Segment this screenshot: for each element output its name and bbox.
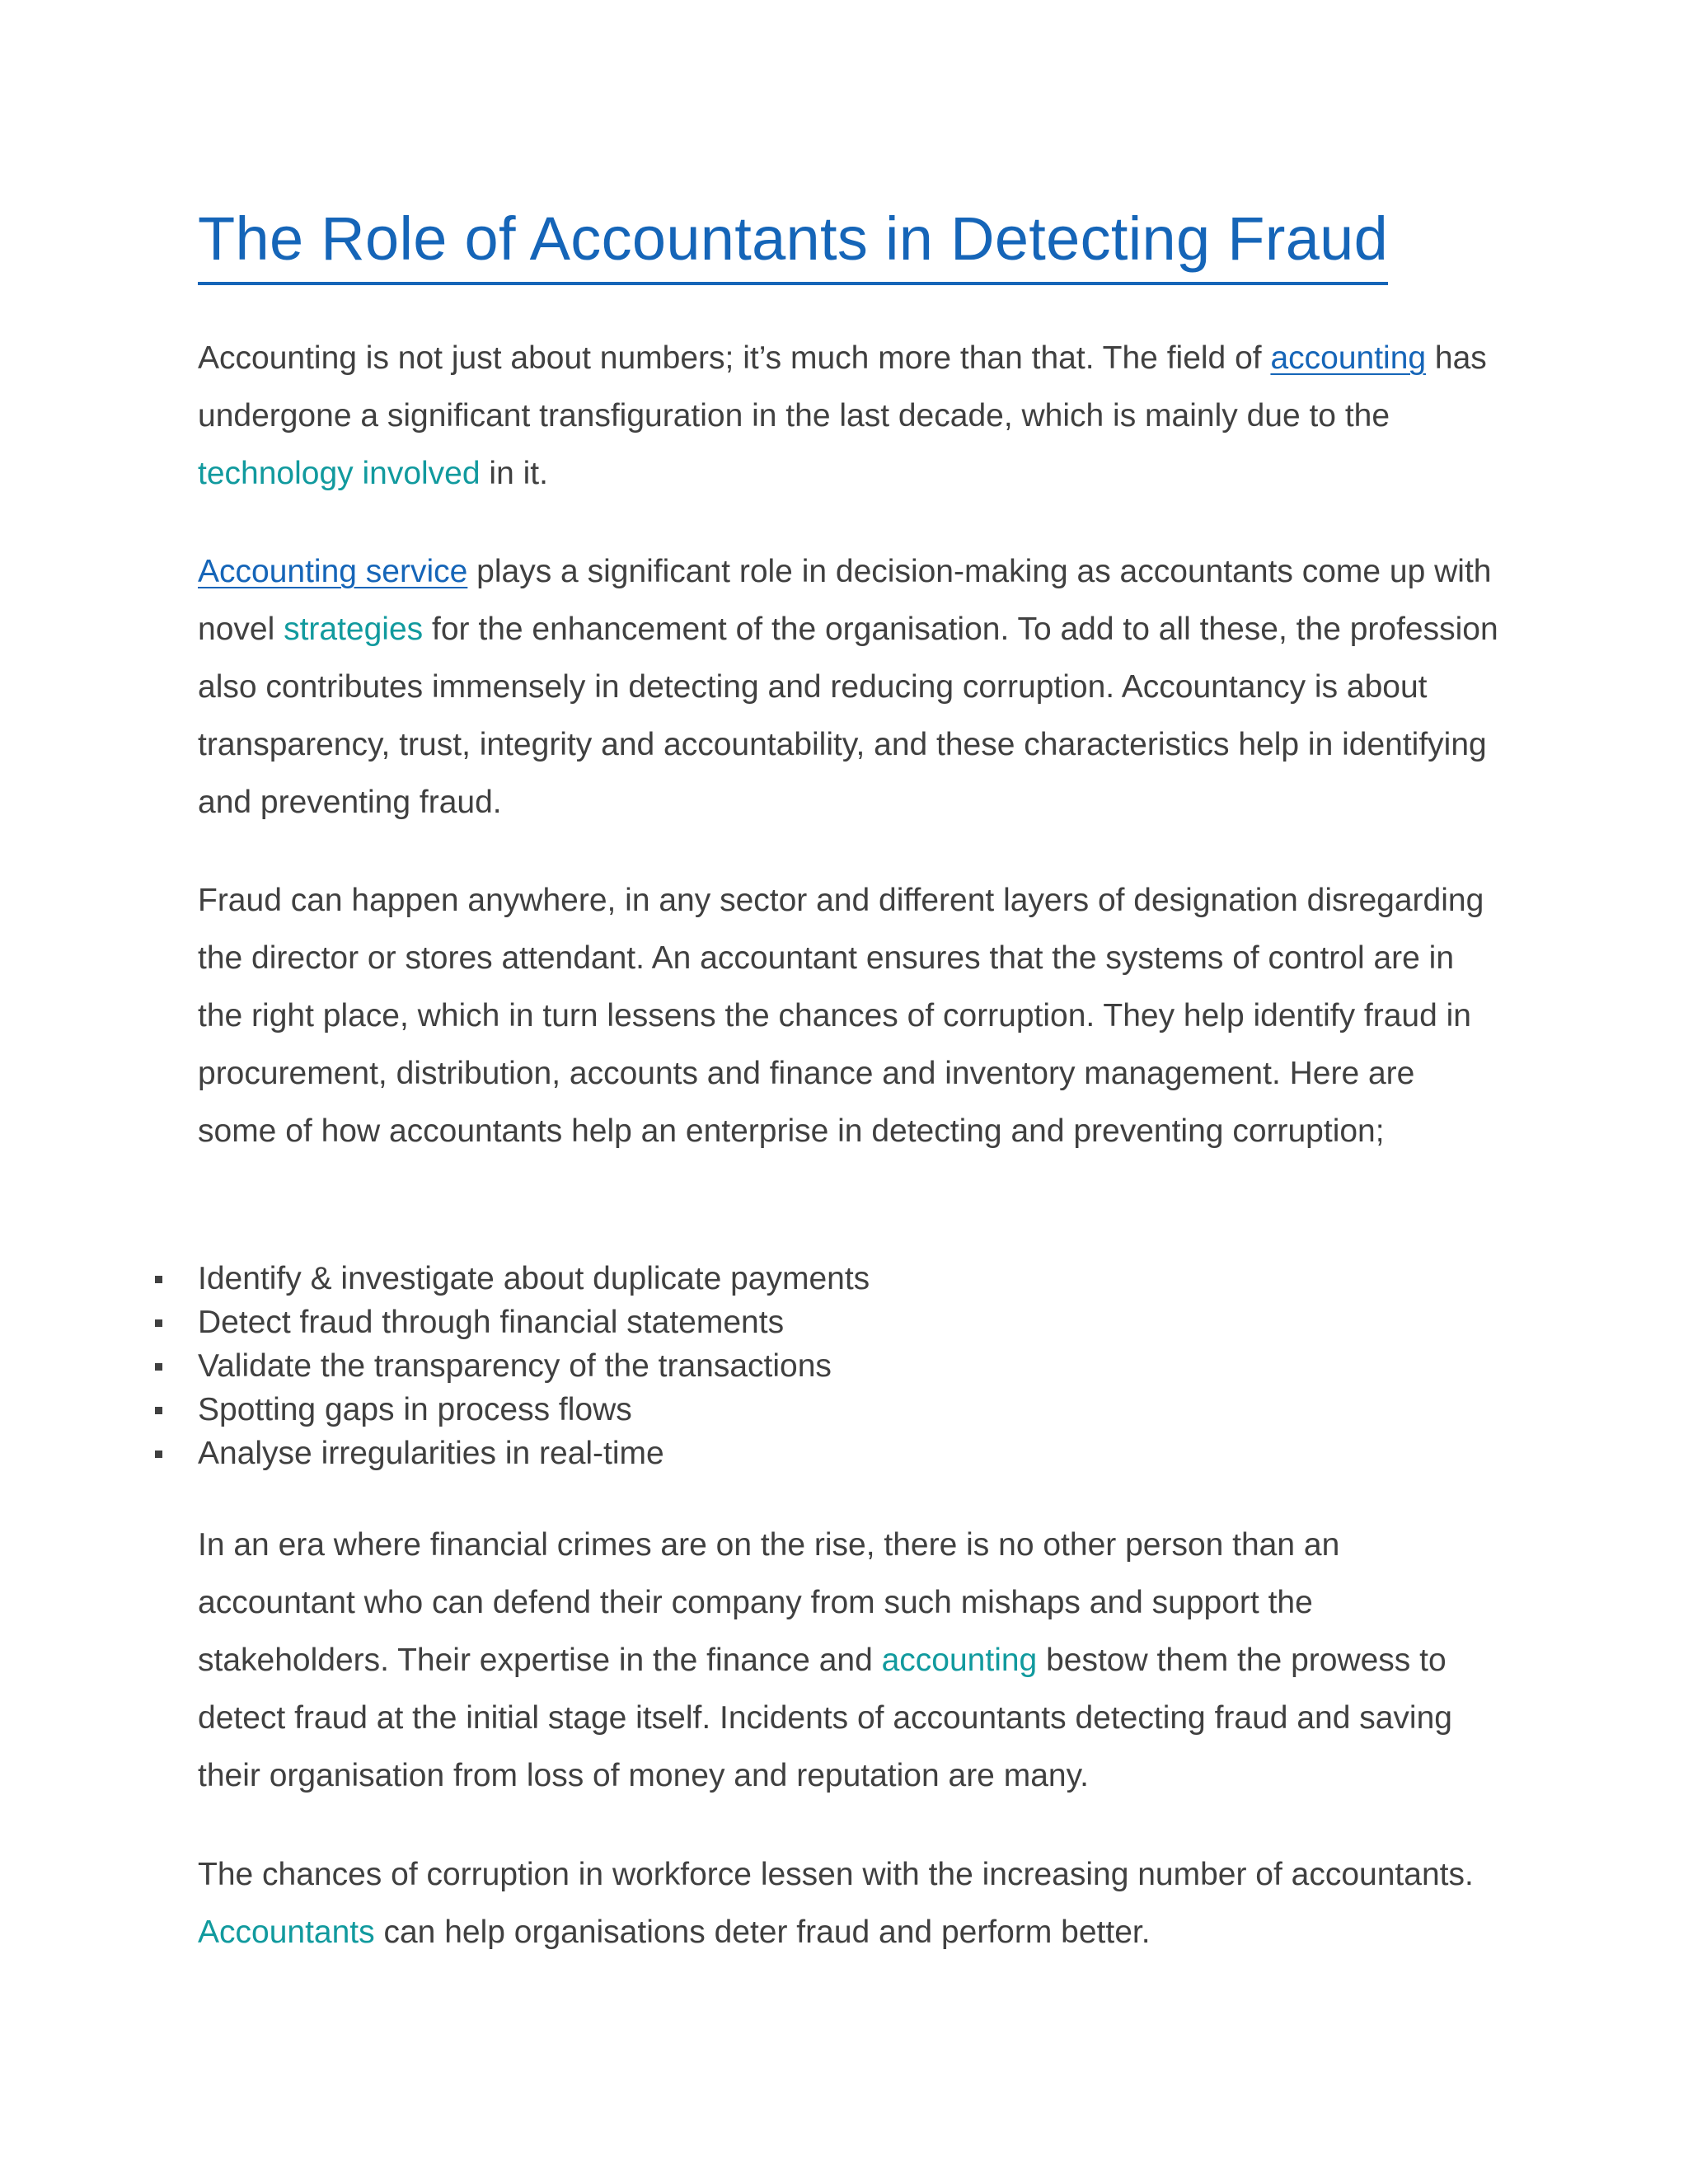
list-item	[198, 1344, 870, 1388]
page-title[interactable]: The Role of Accountants in Detecting Fraud	[198, 198, 1388, 285]
paragraph-text: The chances of corruption in workforce lessen with the increasing number of accountants.	[198, 1857, 1474, 1892]
bullet-square-icon	[155, 1319, 162, 1327]
paragraph-text: can help organisations deter fraud and perform better.	[374, 1915, 1151, 1950]
paragraph-text: bestow them the prowess to detect fraud at the initial stage itself. Incidents of accountants detecting fraud and saving their organisation from loss of money and reputation are many.	[198, 1643, 1452, 1793]
paragraph-text: plays a significant role in decision-making as accountants come up with novel	[198, 554, 1492, 647]
paragraph-text: Accounting is not just about numbers; it’s much more than that. The field of	[198, 340, 1271, 376]
list-item	[198, 1388, 870, 1432]
list-item-text: Analyse irregularities in real-time	[198, 1436, 664, 1471]
paragraph-fraud: Fraud can happen anywhere, in any sector and different layers of designation disregarding the director or stores attendant. An accountant ensures that the systems of control are in the right place, which in turn lessens the chances of corruption. They help identify fraud in procurement, distribution, accounts and finance and inventory management. Here are some of how accountants help an enterprise in detecting and preventing corruption;	[198, 883, 1484, 1149]
list-item-text: Validate the transparency of the transactions	[198, 1348, 832, 1384]
fraud-detection-list	[198, 1257, 870, 1475]
list-item	[198, 1301, 870, 1344]
paragraph-accounting-service	[198, 543, 1500, 832]
paragraph-text: has undergone a significant transfiguration in the last decade, which is mainly due to the	[198, 340, 1487, 434]
list-item	[198, 1432, 870, 1475]
paragraph-intro	[198, 330, 1500, 503]
technology-involved-link[interactable]: technology involved	[198, 456, 481, 491]
paragraph-text: for the enhancement of the organisation. To add to all these, the profession also contributes immensely in detecting and reducing corruption. Accountancy is about transparency, trust, integrity and accountability, and these characteristics help in identifying and preventing fraud.	[198, 612, 1498, 820]
strategies-link[interactable]: strategies	[284, 612, 424, 647]
paragraph-conclusion	[198, 1846, 1500, 1961]
list-item	[198, 1257, 870, 1301]
accountants-link[interactable]: Accountants	[198, 1915, 375, 1950]
paragraph-text: in it.	[480, 456, 548, 491]
bullet-square-icon	[155, 1363, 162, 1371]
bullet-square-icon	[155, 1451, 162, 1458]
accounting-link[interactable]: accounting	[1270, 340, 1427, 376]
accounting-service-link[interactable]: Accounting service	[198, 554, 468, 589]
list-item-text: Identify & investigate about duplicate payments	[198, 1261, 870, 1296]
bullet-square-icon	[155, 1407, 162, 1414]
accounting-link-2[interactable]: accounting	[881, 1643, 1038, 1678]
list-item-text: Detect fraud through financial statements	[198, 1305, 785, 1340]
list-item-text: Spotting gaps in process flows	[198, 1392, 632, 1427]
bullet-square-icon	[155, 1276, 162, 1283]
paragraph-text: In an era where financial crimes are on the rise, there is no other person than an accountant who can defend their company from such mishaps and support the stakeholders. Their expertise in the finance and	[198, 1527, 1340, 1678]
paragraph-financial-crimes	[198, 1516, 1500, 1805]
